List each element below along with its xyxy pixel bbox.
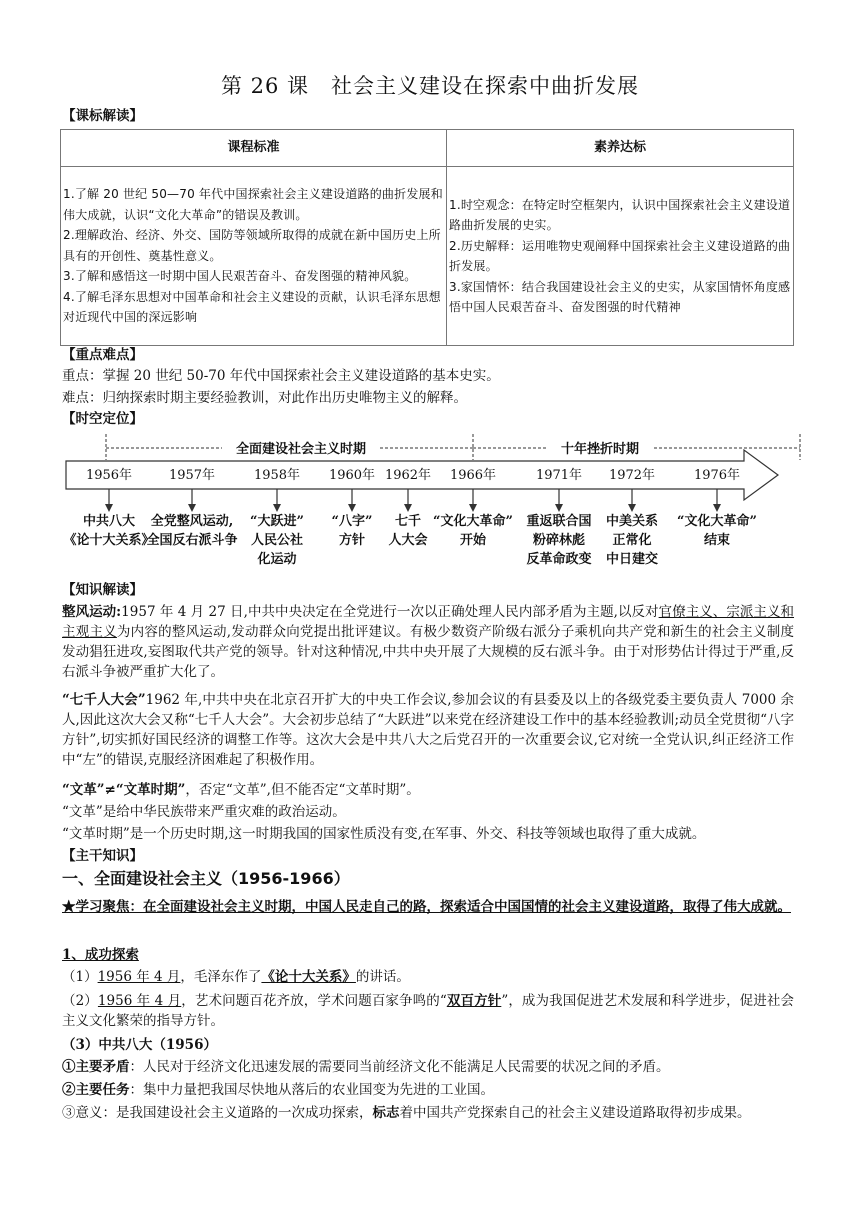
timeline-year: 1956年 bbox=[85, 468, 133, 483]
section-heading-zhugan: 【主干知识】 bbox=[62, 848, 143, 864]
timeline-event-line: 人大会 bbox=[388, 533, 428, 548]
period-label-1: 全面建设社会主义时期 bbox=[235, 442, 366, 457]
item-1 bbox=[62, 967, 410, 987]
timeline-event-line: 人民公社 bbox=[250, 533, 303, 548]
timeline-event-line: 方针 bbox=[338, 533, 365, 548]
timeline-event-line: “文化大革命” bbox=[433, 514, 513, 529]
item-2 bbox=[62, 991, 794, 1031]
qiqian-paragraph bbox=[62, 690, 794, 770]
timeline-event-line: “八字” bbox=[331, 514, 373, 529]
wenge-line-2: “文革”是给中华民族带来严重灾难的政治运动。 bbox=[62, 804, 346, 820]
timeline-pointer-head bbox=[469, 504, 477, 512]
timeline-event-line: 反革命政变 bbox=[526, 552, 592, 567]
item-1-prefix: （1） bbox=[62, 969, 98, 985]
timeline-event-line: 重返联合国 bbox=[526, 514, 592, 529]
timeline-year: 1962年 bbox=[384, 468, 432, 483]
qiqian-text: 1962 年,中共中央在北京召开扩大的中央工作会议,参加会议的有县委及以上的各级党委主要负责人 7000 余人,因此这次大会又称“七千人大会”。大会初步总结了“大跃进”以来党在经济建设工作中的基本经验教训;动员全党贯彻“八字方针”,切实抓好国民经济的调整工作等。这次大会是中共八大之后党召开的一次重要会议,它对统一全党认识,纠正经济工作中“左”的错误,克服经济困难起了积极作用。 bbox=[62, 692, 794, 768]
item-3-3-text: ③意义：是我国建设社会主义道路的一次成功探索， bbox=[62, 1105, 373, 1121]
timeline-pointer-head bbox=[273, 504, 281, 512]
timeline-year: 1958年 bbox=[253, 468, 301, 483]
item-3-3 bbox=[62, 1103, 794, 1123]
literacy-item: 2.历史解释：运用唯物史观阐释中国探索社会主义建设道路的曲折发展。 bbox=[449, 238, 791, 273]
standard-item: 3.了解和感悟这一时期中国人民艰苦奋斗、奋发图强的精神风貌。 bbox=[63, 269, 417, 284]
item-3-2 bbox=[62, 1080, 494, 1100]
item-3-3-suffix: 着中国共产党探索自己的社会主义建设道路取得初步成果。 bbox=[399, 1105, 751, 1121]
table-header-literacy: 素养达标 bbox=[447, 130, 794, 167]
zhengfeng-text-2: 为内容的整风运动,发动群众向党提出批评建议。有极少数资产阶级右派分子乘机向共产党和新生的社会主义制度发动猖狂进攻,妄图取代共产党的领导。针对这种情况,中共中央开展了大规模的反右派斗争。由于对形势估计得过于严重,反右派斗争被严重扩大化了。 bbox=[62, 624, 794, 680]
section-heading-kebiao: 【课标解读】 bbox=[62, 108, 143, 124]
section-heading-shikong: 【时空定位】 bbox=[62, 411, 143, 427]
timeline-pointer-head bbox=[713, 504, 721, 512]
timeline-year: 1960年 bbox=[328, 468, 376, 483]
timeline-event-line: “大跃进” bbox=[250, 514, 304, 529]
timeline-event-line: 全国反右派斗争 bbox=[146, 533, 238, 548]
timeline-event-line: 中美关系 bbox=[605, 514, 658, 529]
standard-item: 1.了解 20 世纪 50—70 年代中国探索社会主义建设道路的曲折发展和伟大成就，认识“文化大革命”的错误及教训。 bbox=[63, 187, 443, 222]
study-focus: ★学习聚焦：在全面建设社会主义时期，中国人民走自己的路，探索适合中国国情的社会主义建设道路，取得了伟大成就。 bbox=[62, 899, 791, 915]
timeline-pointer-head bbox=[628, 504, 636, 512]
timeline-event-line: 全党整风运动, bbox=[150, 514, 234, 529]
item-2-text: ，艺术问题百花齐放，学术问题百家争鸣的“ bbox=[181, 993, 447, 1009]
item-1-text: ，毛泽东作了 bbox=[180, 969, 262, 985]
item-3: （3）中共八大（1956） bbox=[62, 1037, 217, 1053]
timeline-event-line: 中共八大 bbox=[82, 514, 135, 529]
item-3-1 bbox=[62, 1057, 670, 1077]
item-2-prefix: （2） bbox=[62, 993, 98, 1009]
timeline-pointer-head bbox=[105, 504, 113, 512]
sub-heading-1: 1、成功探索 bbox=[62, 947, 139, 963]
zhengfeng-label: 整风运动: bbox=[62, 604, 122, 620]
page-title: 第 26 课 社会主义建设在探索中曲折发展 bbox=[220, 74, 640, 98]
timeline-event-line: 化运动 bbox=[257, 552, 297, 567]
timeline-pointer-head bbox=[348, 504, 356, 512]
timeline-event bbox=[667, 512, 767, 550]
part1-title: 一、全面建设社会主义（1956-1966） bbox=[62, 869, 350, 888]
item-2-key: 双百方针 bbox=[446, 993, 502, 1009]
zhengfeng-paragraph bbox=[62, 602, 794, 682]
zhengfeng-underline: 官僚主义、宗派主义和主观主义 bbox=[62, 604, 795, 640]
timeline-event-line: 粉碎林彪 bbox=[532, 533, 585, 548]
timeline-event-line: 中日建交 bbox=[605, 552, 658, 567]
key-point: 重点：掌握 20 世纪 50-70 年代中国探索社会主义建设道路的基本史实。 bbox=[62, 368, 500, 384]
item-1-title: 《论十大关系》 bbox=[261, 969, 356, 985]
standard-item: 4.了解毛泽东思想对中国革命和社会主义建设的贡献，认识毛泽东思想对近现代中国的深远影响 bbox=[63, 289, 441, 325]
timeline-year: 1976年 bbox=[693, 468, 741, 483]
timeline-event-line: 正常化 bbox=[612, 533, 652, 548]
qiqian-label: “七千人大会” bbox=[62, 692, 146, 708]
item-3-2-label: ②主要任务 bbox=[62, 1082, 130, 1098]
timeline-year: 1957年 bbox=[168, 468, 216, 483]
timeline-year: 1966年 bbox=[449, 468, 497, 483]
zhengfeng-text: 1957 年 4 月 27 日,中共中央决定在全党进行一次以正确处理人民内部矛盾为主题,以反对 bbox=[121, 604, 659, 620]
timeline-pointer-head bbox=[404, 504, 412, 512]
wenge-text: ，否定“文革”,但不能否定“文革时期”。 bbox=[185, 782, 420, 798]
item-2-suffix: ”，成为我国促进艺术发展和科学进步，促进社会主义文化繁荣的指导方针。 bbox=[62, 993, 794, 1029]
timeline-event-line: 开始 bbox=[459, 533, 486, 548]
timeline-year: 1971年 bbox=[535, 468, 583, 483]
item-3-3-label: 标志 bbox=[372, 1105, 400, 1121]
wenge-line-1 bbox=[62, 780, 420, 800]
section-heading-zhongdian: 【重点难点】 bbox=[62, 347, 143, 363]
wenge-label: “文革”≠“文革时期” bbox=[62, 782, 186, 798]
standard-item: 2.理解政治、经济、外交、国防等领域所取得的成就在新中国历史上所具有的开创性、奠基性意义。 bbox=[63, 228, 441, 263]
item-1-date: 1956 年 4 月 bbox=[97, 969, 181, 985]
timeline-event-line: 《论十大关系》 bbox=[63, 533, 155, 548]
section-heading-zhishi: 【知识解读】 bbox=[62, 582, 143, 598]
item-3-2-text: ：集中力量把我国尽快地从落后的农业国变为先进的工业国。 bbox=[129, 1082, 494, 1098]
item-3-1-text: ：人民对于经济文化迅速发展的需要同当前经济文化不能满足人民需要的状况之间的矛盾。 bbox=[129, 1059, 670, 1075]
period-label-2: 十年挫折时期 bbox=[560, 442, 639, 457]
difficult-point: 难点：归纳探索时期主要经验教训，对此作出历史唯物主义的解释。 bbox=[62, 390, 467, 406]
item-1-suffix: 的讲话。 bbox=[355, 969, 410, 985]
standards-table bbox=[60, 129, 794, 346]
timeline-pointer-head bbox=[188, 504, 196, 512]
timeline-year: 1972年 bbox=[608, 468, 656, 483]
item-3-1-label: ①主要矛盾 bbox=[62, 1059, 130, 1075]
literacy-item: 1.时空观念：在特定时空框架内，认识中国探索社会主义建设道路曲折发展的史实。 bbox=[449, 197, 791, 232]
timeline-event-line: 七千 bbox=[394, 514, 421, 529]
wenge-line-3: “文革时期”是一个历史时期,这一时期我国的国家性质没有变,在军事、外交、科技等领域也取得了重大成就。 bbox=[62, 826, 706, 842]
table-header-standard: 课程标准 bbox=[61, 130, 447, 167]
item-2-date: 1956 年 4 月 bbox=[97, 993, 182, 1009]
timeline bbox=[62, 428, 782, 578]
timeline-event-line: 结束 bbox=[703, 533, 730, 548]
timeline-event-line: “文化大革命” bbox=[677, 514, 757, 529]
timeline-event bbox=[423, 512, 523, 550]
timeline-pointer-head bbox=[555, 504, 563, 512]
literacy-item: 3.家国情怀：结合我国建设社会主义的史实，从家国情怀角度感悟中国人民艰苦奋斗、奋发图强的时代精神 bbox=[449, 279, 791, 314]
